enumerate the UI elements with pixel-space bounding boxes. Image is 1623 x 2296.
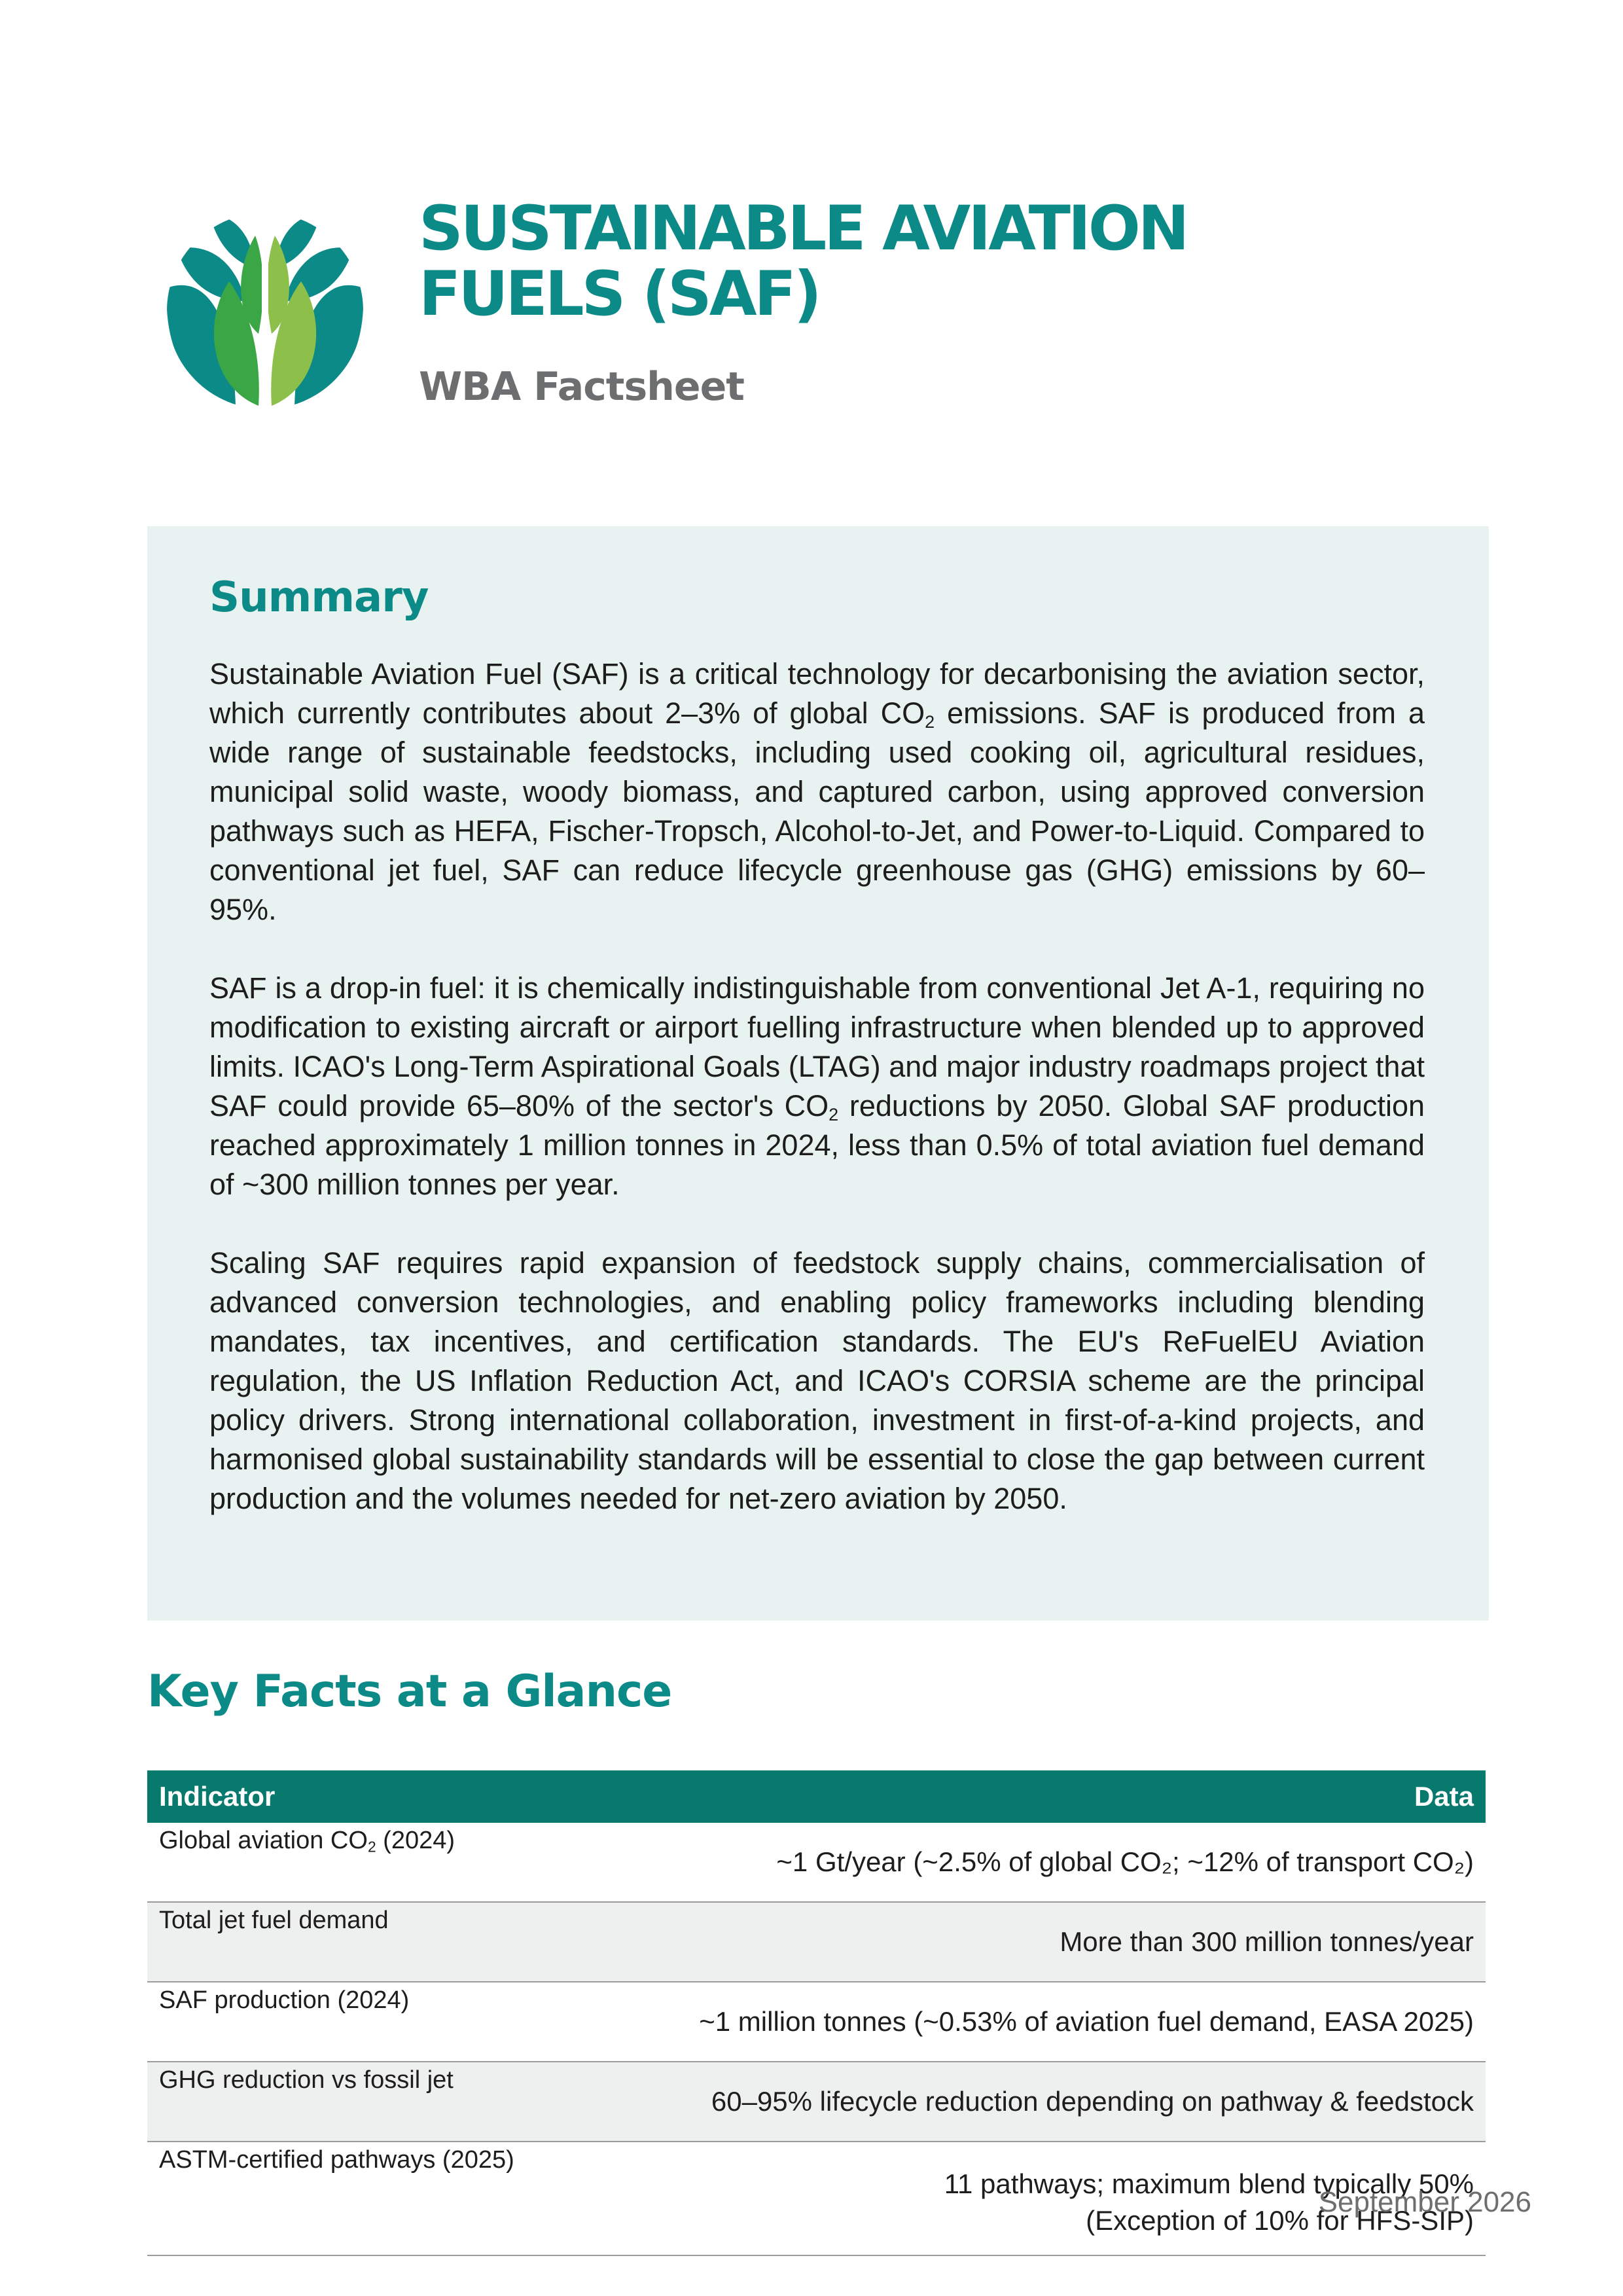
title-line-1: SUSTAINABLE AVIATION — [419, 193, 1187, 264]
indicator-cell: GHG reduction vs fossil jet — [147, 2062, 683, 2142]
table-row — [147, 2062, 1486, 2142]
data-cell: More than 300 million tonnes/year — [683, 1902, 1486, 1982]
indicator-cell: Total jet fuel demand — [147, 1902, 683, 1982]
summary-paragraph-1: Sustainable Aviation Fuel (SAF) is a critical technology for decarbonising the aviation sector, which currently contributes about 2–3% of global $CO_2$ emissions. SAF is produced from a wide range of sustainable feedstocks, including used cooking oil, agricultural residues, municipal solid waste, woody biomass, and captured carbon, using approved conversion pathways such as HEFA, Fischer-Tropsch, Alcohol-to-Jet, and Power-to-Liquid. Compared to conventional jet fuel, SAF can reduce lifecycle greenhouse gas (GHG) emissions by 60–95%. — [209, 657, 1425, 926]
indicator-cell: Global aviation $CO_2$ (2024) — [147, 1823, 683, 1902]
page-title — [419, 193, 1400, 330]
key-facts-table — [147, 1770, 1486, 2256]
indicator-cell: SAF production (2024) — [147, 1982, 683, 2062]
indicator-cell: ASTM-certified pathways (2025) — [147, 2142, 683, 2255]
data-cell: ~1 Gt/year (~2.5% of global CO₂; ~12% of transport CO₂) — [683, 1823, 1486, 1902]
data-cell-line-2: (Exception of 10% for HFS-SIP) — [1086, 2205, 1474, 2236]
table-row — [147, 1902, 1486, 1982]
publication-date: September 2026 — [1318, 2186, 1531, 2218]
table-row — [147, 1823, 1486, 1902]
page-subtitle: WBA Factsheet — [419, 364, 744, 410]
summary-section — [147, 526, 1489, 1621]
data-cell-line-1: 11 pathways; maximum blend typically 50% — [944, 2168, 1474, 2199]
column-header-data: Data — [683, 1770, 1486, 1823]
summary-heading: Summary — [209, 573, 429, 622]
summary-paragraph-2: SAF is a drop-in fuel: it is chemically indistinguishable from conventional Jet A-1, requiring no modification to existing aircraft or airport fuelling infrastructure when blended up to approved limits. ICAO's Long-Term Aspirational Goals (LTAG) and major industry roadmaps project that SAF could provide 65–80% of the sector's $CO_2$ reductions by 2050. Global SAF production reached approximately 1 million tonnes in 2024, less than 0.5% of total aviation fuel demand of ~300 million tonnes per year. — [209, 971, 1425, 1201]
column-header-indicator: Indicator — [147, 1770, 683, 1823]
key-facts-heading: Key Facts at a Glance — [147, 1666, 672, 1717]
data-cell: 60–95% lifecycle reduction depending on pathway & feedstock — [683, 2062, 1486, 2142]
table-row — [147, 2142, 1486, 2255]
table-row — [147, 1982, 1486, 2062]
data-cell: ~1 million tonnes (~0.53% of aviation fuel demand, EASA 2025) — [683, 1982, 1486, 2062]
title-line-2: FUELS (SAF) — [419, 258, 819, 330]
summary-paragraph-3: Scaling SAF requires rapid expansion of feedstock supply chains, commercialisation of advanced conversion technologies, and enabling policy frameworks including blending mandates, tax incentives, and certification standards. The EU's ReFuelEU Aviation regulation, the US Inflation Reduction Act, and ICAO's CORSIA scheme are the principal policy drivers. Strong international collaboration, investment in first-of-a-kind projects, and harmonised global sustainability standards will be essential to close the gap between current production and the volumes needed for net-zero aviation by 2050. — [209, 1246, 1425, 1515]
table-header-row — [147, 1770, 1486, 1823]
wba-logo-icon — [164, 209, 366, 412]
